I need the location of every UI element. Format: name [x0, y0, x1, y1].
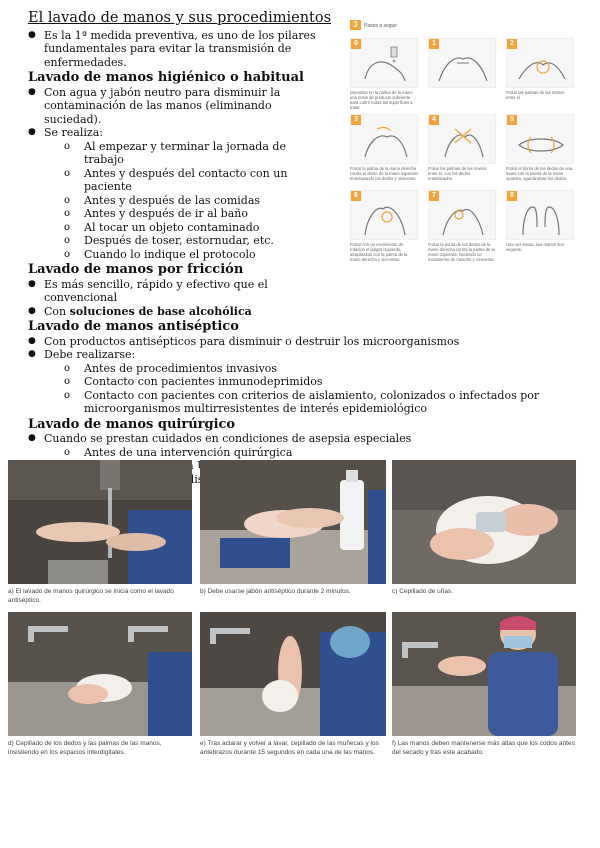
- heading-quirurgico: Lavado de manos quirúrgico: [28, 416, 236, 432]
- step-caption: Frotar el dorso de los dedos de una mano con la palma de la mano opuesta, agarrándose los dedos.: [506, 166, 573, 181]
- list-item: o Antes de una intervención quirúrgica: [64, 446, 588, 460]
- friccion-b2-bold: soluciones de base alcohólica: [69, 304, 252, 318]
- photo-wash-start: [8, 460, 192, 584]
- intro-list: [28, 29, 328, 70]
- heading-antiseptico: Lavado de manos antiséptico: [28, 319, 239, 334]
- step-4: [428, 114, 496, 181]
- heading-habitual: Lavado de manos higiénico o habitual: [28, 70, 304, 85]
- photo-antiseptic-soap: [200, 460, 386, 584]
- friccion-b2-pre: Con: [44, 304, 70, 318]
- step-3: [350, 114, 418, 181]
- step-caption: Una vez secas, sus manos son seguras.: [506, 242, 564, 252]
- step-2: [506, 38, 574, 100]
- list-item: o Antes y después de ir al baño: [64, 207, 328, 221]
- back-hand-rub-icon: [351, 115, 419, 165]
- step-illustration: [428, 190, 496, 240]
- habitual-desc: ● Con agua y jabón neutro para disminuir la contaminación de las manos (eliminando suciedad).: [28, 86, 328, 127]
- step-number: 4: [429, 115, 439, 125]
- list-item: o Antes de procedimientos invasivos: [64, 362, 588, 376]
- antiseptico-sublist: [44, 362, 588, 416]
- step-caption: Frotar la punta de los dedos de la mano derecha contra la palma de la mano izquierda, haciendo un movimiento de rotación y viceversa.: [428, 242, 495, 262]
- habitual-realiza: [28, 126, 328, 261]
- step-number: 8: [507, 191, 517, 201]
- list-item: o Contacto con pacientes con criterios de aislamiento, colonizados o infectados por microorganismos multirresistentes de interés epidemiológico: [64, 389, 588, 416]
- step-number: 0: [351, 39, 361, 49]
- photo-nail-brush: [392, 460, 576, 584]
- list-item: o Al empezar y terminar la jornada de trabajo: [64, 140, 328, 167]
- list-item: [28, 305, 328, 319]
- heading-friccion: Lavado de manos por fricción: [28, 262, 244, 277]
- quirurgico-b1: Cuando se prestan cuidados en condiciones de asepsia especiales: [44, 432, 412, 445]
- step-6: [350, 190, 418, 262]
- photo-antiseptic-soap-image: [200, 460, 386, 584]
- thumb-rotate-icon: [351, 191, 419, 241]
- procedure-badge: 3: [350, 20, 361, 30]
- list-item: o Al tocar un objeto contaminado: [64, 221, 328, 235]
- step-number: 6: [351, 191, 361, 201]
- page-title: El lavado de manos y sus procedimientos: [28, 10, 332, 26]
- hand-dispense-icon: [351, 39, 419, 89]
- list-item: ● Con productos antisépticos para disminuir o destruir los microorganismos: [28, 335, 588, 349]
- photo-caption: c) Cepillado de uñas.: [392, 588, 454, 595]
- habitual-list: [28, 86, 328, 262]
- step-illustration: [506, 190, 574, 240]
- step-number: 2: [507, 39, 517, 49]
- list-item: o Cuando lo indique el protocolo: [64, 248, 328, 262]
- list-item: o Contacto con pacientes inmunodeprimidos: [64, 375, 588, 389]
- procedure-figure: [350, 20, 582, 260]
- intro-item: ● Es la 1ª medida preventiva, es uno de los pilares fundamentales para evitar la transmisión de enfermedades.: [28, 29, 328, 70]
- step-illustration: [428, 38, 496, 88]
- list-item: o Antes y después de las comidas: [64, 194, 328, 208]
- photo-hands-raised: [392, 612, 576, 736]
- step-number: 1: [429, 39, 439, 49]
- step-number: 3: [351, 115, 361, 125]
- step-illustration: [350, 38, 418, 88]
- photo-forearm-brush-image: [200, 612, 386, 736]
- interlaced-fingers-icon: [429, 115, 497, 165]
- antiseptico-b2: Debe realizarse:: [44, 348, 136, 361]
- step-illustration: [506, 114, 574, 164]
- palms-rub-icon: [507, 39, 575, 89]
- step-number: 7: [429, 191, 439, 201]
- photo-forearm-brush: [200, 612, 386, 736]
- hands-rub-icon: [429, 39, 497, 89]
- step-caption: Depositar en la palma de la mano una dosis de producto suficiente para cubrir todas las superficies a tratar.: [350, 90, 413, 110]
- step-0: [350, 38, 418, 110]
- step-8: [506, 190, 574, 252]
- step-number: 5: [507, 115, 517, 125]
- step-caption: Frotar las palmas de las manos entre sí, con los dedos entrelazados.: [428, 166, 487, 181]
- photo-fingers-brush-image: [8, 612, 192, 736]
- friccion-list: [28, 278, 328, 319]
- photo-wash-start-image: [8, 460, 192, 584]
- photo-hands-raised-image: [392, 612, 576, 736]
- photo-caption: f) Las manos deben mantenerse más altas que los codos antes del secado y tras este acabado.: [392, 740, 575, 756]
- procedure-header: [350, 20, 397, 32]
- habitual-sublist: [44, 140, 328, 262]
- clean-hands-icon: [507, 191, 575, 241]
- photo-caption: e) Tras aclarar y volver a lavar, cepillado de las muñecas y los antebrazos durante 15 segundos en cada una de las manos.: [200, 740, 379, 756]
- step-7: [428, 190, 496, 262]
- list-item: o diálisis: [64, 473, 588, 487]
- photo-caption: a) El lavado de manos quirúrgico se inicia como el lavado antiséptico.: [8, 588, 174, 604]
- antiseptico-list: [28, 335, 588, 416]
- fingertips-rub-icon: [429, 191, 497, 241]
- procedure-heading: Pasos a seguir: [364, 23, 398, 29]
- photo-caption: d) Cepillado de los dedos y las palmas de las manos, insistiendo en los espacios interdigitales.: [8, 740, 162, 756]
- habitual-realiza-label: Se realiza:: [44, 126, 103, 139]
- photo-nail-brush-image: [392, 460, 576, 584]
- step-caption: Frotar la palma de la mano derecha contra el dorso de la mano izquierda entrelazando los dedos y viceversa.: [350, 166, 418, 181]
- photo-caption: b) Debe usarse jabón antiséptico durante 2 minutos.: [200, 588, 351, 595]
- step-1: [428, 38, 496, 90]
- list-item: [28, 348, 588, 416]
- step-caption: Frotar las palmas de las manos entre sí.: [506, 90, 565, 100]
- step-illustration: [428, 114, 496, 164]
- step-illustration: [350, 190, 418, 240]
- fingers-grip-icon: [507, 115, 575, 165]
- list-item: ● Es más sencillo, rápido y efectivo que el convencional: [28, 278, 328, 305]
- list-item: o Después de toser, estornudar, etc.: [64, 234, 328, 248]
- step-illustration: [350, 114, 418, 164]
- photo-fingers-brush: [8, 612, 192, 736]
- step-caption: Frotar con un movimiento de rotación el pulgar izquierdo, atrapándolo con la palma de la mano derecha y viceversa.: [350, 242, 408, 262]
- step-illustration: [506, 38, 574, 88]
- step-5: [506, 114, 574, 181]
- list-item: o Antes y después del contacto con un paciente: [64, 167, 328, 194]
